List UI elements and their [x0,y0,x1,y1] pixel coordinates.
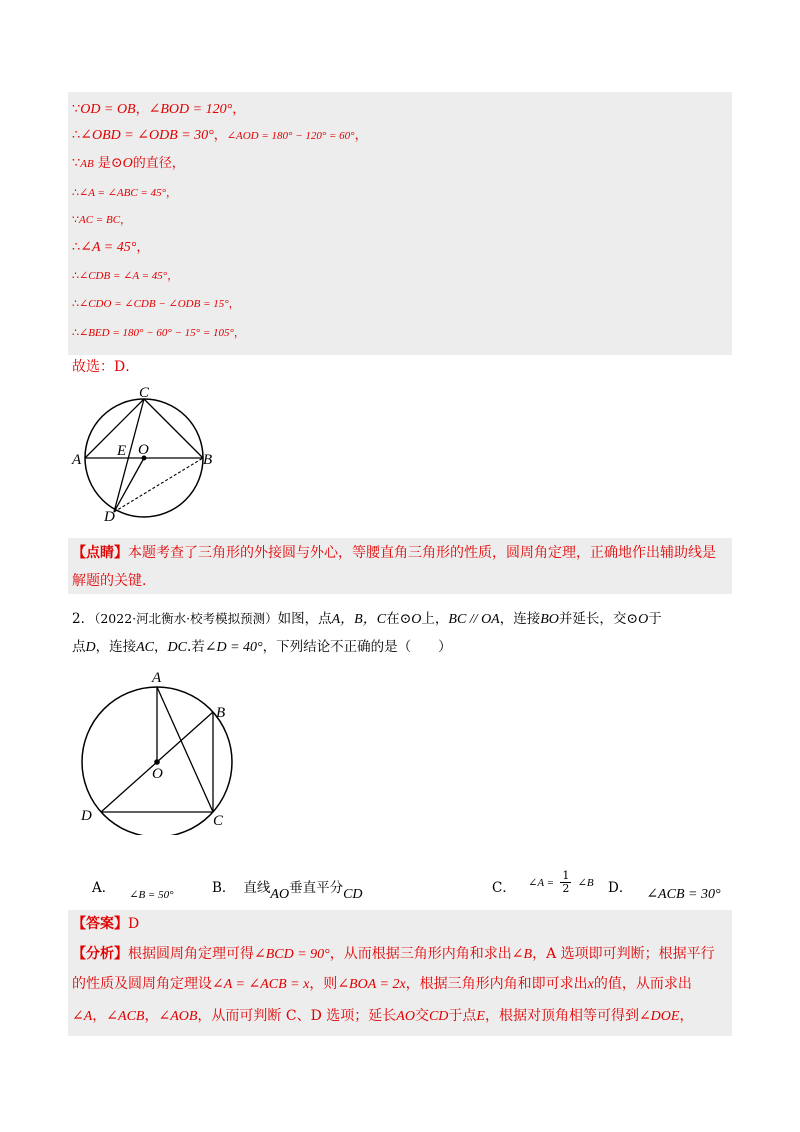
figure-1-segment-ac [85,399,144,458]
solution-line-2: ∴∠OBD = ∠ODB = 30°，∠AOD = 180° − 120° = 60°， [72,128,368,143]
solution-line-6: ∴∠A = 45°， [72,240,150,255]
solution-line-3: ∵AB 是⊙O的直径， [72,156,185,171]
figure-1-segment-od [114,458,144,512]
option-c[interactable]: C． ∠A = $\frac{1}{2}$ ∠B [492,869,594,896]
option-d[interactable]: D． ∠ACB = 30° [608,880,721,902]
solution-line-9: ∴∠BED = 180° − 60° − 15° = 105°， [72,326,245,339]
figure-2-center-dot [154,759,160,765]
figure-1-label-a: A [72,452,82,468]
solution-line-8: ∴∠CDO = ∠CDB − ∠ODB = 15°， [72,297,240,310]
comment-line-1: 【点睛】本题考查了三角形的外接圆与外心，等腰直角三角形的性质，圆周角定理，正确地作出辅助线是 [72,545,716,561]
figure-1-label-e: E [117,443,127,459]
option-c-fraction: $\frac{1}{2}$ [562,869,570,895]
analysis-line-3: ∠A，∠ACB，∠AOB，从而可判断 C、D 选项；延长AO交CD于点E，根据对顶角相等可得到∠DOE， [72,1008,694,1024]
option-a[interactable]: A． $_{\angle B = 50^\circ}$ [92,880,174,901]
solution-line-5: ∵AC = BC， [72,213,132,226]
figure-1-label-b: B [203,452,213,468]
figure-1-label-c: C [139,385,150,401]
figure-2 [72,665,252,835]
analysis-line-1: 【分析】根据圆周角定理可得∠BCD = 90°，从而根据三角形内角和求出∠B，A 选项即可判断；根据平行 [72,946,715,962]
figure-2-segment-ac [157,687,213,812]
analysis-line-2: 的性质及圆周角定理设∠A = ∠ACB = x，则∠BOA = 2x，根据三角形内角和即可求出x的值，从而求出 [72,976,692,992]
figure-2-label-o: O [152,766,163,782]
figure-2-label-a: A [152,670,162,686]
question-line-2: 点D，连接AC，DC.若∠D = 40°，下列结论不正确的是（ ） [72,639,452,655]
figure-1-label-d: D [104,509,115,523]
figure-1-svg [68,385,214,523]
solution-answer: 故选：D． [72,359,140,375]
solution-line-1: ∵OD = OB，∠BOD = 120°， [72,102,246,117]
figure-1 [68,385,214,523]
question-line-1: 2．（2022·河北衡水·校考模拟预测）如图，点A，B，C在⊙O上，BC // OA，连接BO并延长，交⊙O于 [72,611,662,627]
option-b[interactable]: B． 直线AO垂直平分CD [212,880,363,902]
comment-line-2: 解题的关键. [72,573,147,589]
figure-1-segment-bc [144,399,203,458]
figure-2-label-c: C [213,813,224,829]
figure-1-label-o: O [138,442,149,458]
answer-line: 【答案】D [72,916,140,932]
figure-2-label-d: D [81,808,92,824]
figure-1-dashed-bd [114,458,203,512]
solution-line-4: ∴∠A = ∠ABC = 45°， [72,186,177,199]
figure-2-label-b: B [216,705,226,721]
solution-line-7: ∴∠CDB = ∠A = 45°， [72,269,179,282]
figure-2-svg [72,665,252,835]
